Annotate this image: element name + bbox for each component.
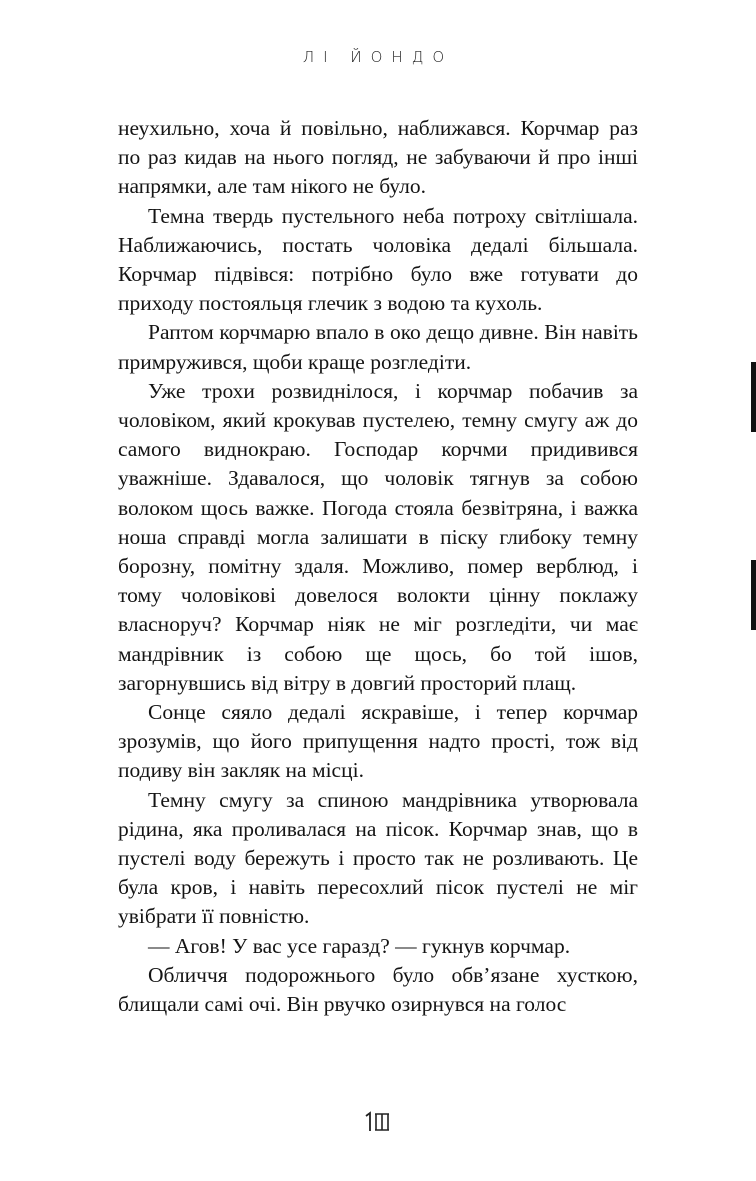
paragraph-6: Темну смугу за спиною мандрівника утворювала рідина, яка проливалася на пісок. Корчмар знав, що в пустелі воду бережуть і просто так не розливають. Це була кров, і навіть пересохлий пісок пустелі не міг увібрати її повністю. bbox=[118, 787, 638, 929]
paragraph-5: Сонце сяяло дедалі яскравіше, і тепер корчмар зрозумів, що його припущення надто прості, тож від подиву він закляк на місці. bbox=[118, 700, 638, 783]
running-head-author: ЛІ ЙОНДО bbox=[302, 48, 454, 66]
paragraph-2: Темна твердь пустельного неба потроху світлішала. Наближаючись, постать чоловіка дедалі більшала. Корчмар підвівся: потрібно було вже готувати до приходу постояльця глечик з водою та кухоль. bbox=[118, 203, 638, 316]
paragraph-8: Обличчя подорожнього було обв’язане хусткою, блищали самі очі. Він рвучко озирнувся на голос bbox=[118, 962, 638, 1017]
page-edge-mark bbox=[751, 362, 756, 432]
paragraph-1: неухильно, хоча й повільно, наближався. Корчмар раз по раз кидав на нього погляд, не забуваючи й про інші напрямки, але там нікого не було. bbox=[118, 116, 638, 199]
paragraph-4: Уже трохи розвиднілося, і корчмар побачив за чоловіком, який крокував пустелею, темну смугу аж до самого виднокраю. Господар корчми придивився уважніше. Здавалося, що чоловік тягнув за собою волоком щось важке. Погода стояла безвітряна, і важка ноша справді могла залишати в піску глибоку темну борозну, помітну здаля. Можливо, помер верблюд, і тому чоловікові довелося волокти цінну поклажу власноруч? Корчмар ніяк не міг розгледіти, чи має мандрівник із собою ще щось, бо той ішов, загорнувшись від вітру в довгий просторий плащ. bbox=[118, 378, 638, 695]
paragraph-7: — Агов! У вас усе гаразд? — гукнув корчмар. bbox=[148, 933, 571, 958]
page-edge-mark bbox=[751, 560, 756, 630]
page-number-glyph-icon bbox=[361, 1111, 395, 1133]
page-number bbox=[0, 1108, 756, 1133]
body-text bbox=[118, 114, 638, 1019]
paragraph-3: Раптом корчмарю впало в око дещо дивне. Він навіть примружився, щоби краще розгледіти. bbox=[118, 320, 638, 374]
